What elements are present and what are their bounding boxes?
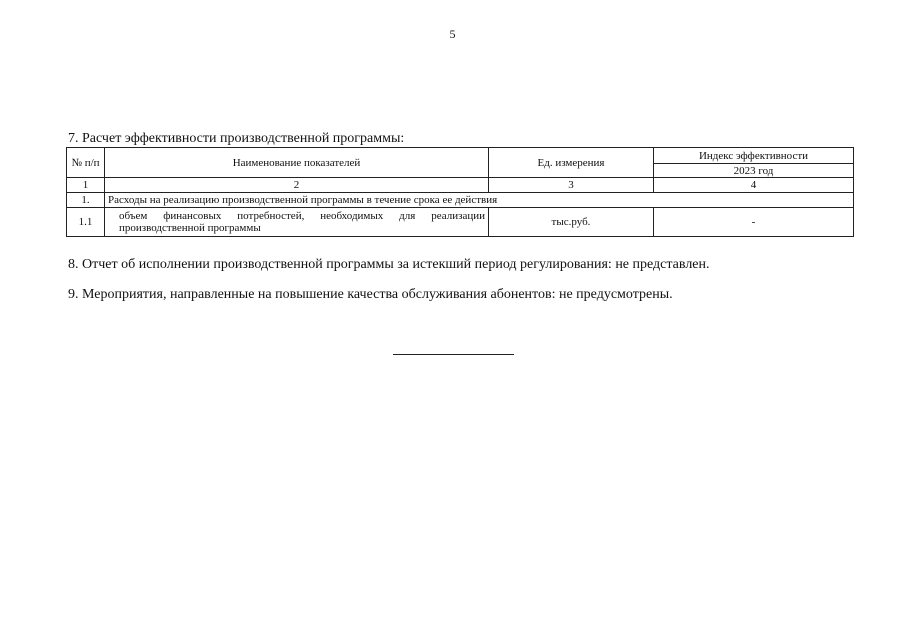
- header-unit-cell: Ед. измерения: [489, 148, 654, 178]
- col-number-cell: 2: [105, 178, 489, 193]
- section-row-num: 1.: [67, 193, 105, 208]
- section-8-text: 8. Отчет об исполнении производственной программы за истекший период регулирования: не представлен.: [68, 257, 710, 272]
- efficiency-table: [66, 147, 854, 237]
- section-7-heading: 7. Расчет эффективности производственной программы:: [68, 131, 405, 146]
- header-name-cell: Наименование показателей: [105, 148, 489, 178]
- header-num-cell: № п/п: [67, 148, 105, 178]
- table-header-row: [67, 148, 854, 164]
- row-num-cell: 1.1: [67, 208, 105, 237]
- page-number: 5: [449, 27, 456, 41]
- row-name-cell: объем финансовых потребностей, необходимых для реализации производственной программы: [105, 208, 489, 237]
- section-9-text: 9. Мероприятия, направленные на повышение качества обслуживания абонентов: не предусмотрены.: [68, 287, 673, 302]
- section-row-label: Расходы на реализацию производственной программы в течение срока ее действия: [105, 193, 854, 208]
- header-year-cell: 2023 год: [654, 164, 854, 178]
- header-index-cell: Индекс эффективности: [654, 148, 854, 164]
- col-number-cell: 4: [654, 178, 854, 193]
- row-value-cell: -: [654, 208, 854, 237]
- col-number-cell: 1: [67, 178, 105, 193]
- column-number-row: [67, 178, 854, 193]
- table-row: [67, 208, 854, 237]
- row-unit-cell: тыс.руб.: [489, 208, 654, 237]
- section-row: [67, 193, 854, 208]
- end-divider-line: [393, 354, 514, 355]
- col-number-cell: 3: [489, 178, 654, 193]
